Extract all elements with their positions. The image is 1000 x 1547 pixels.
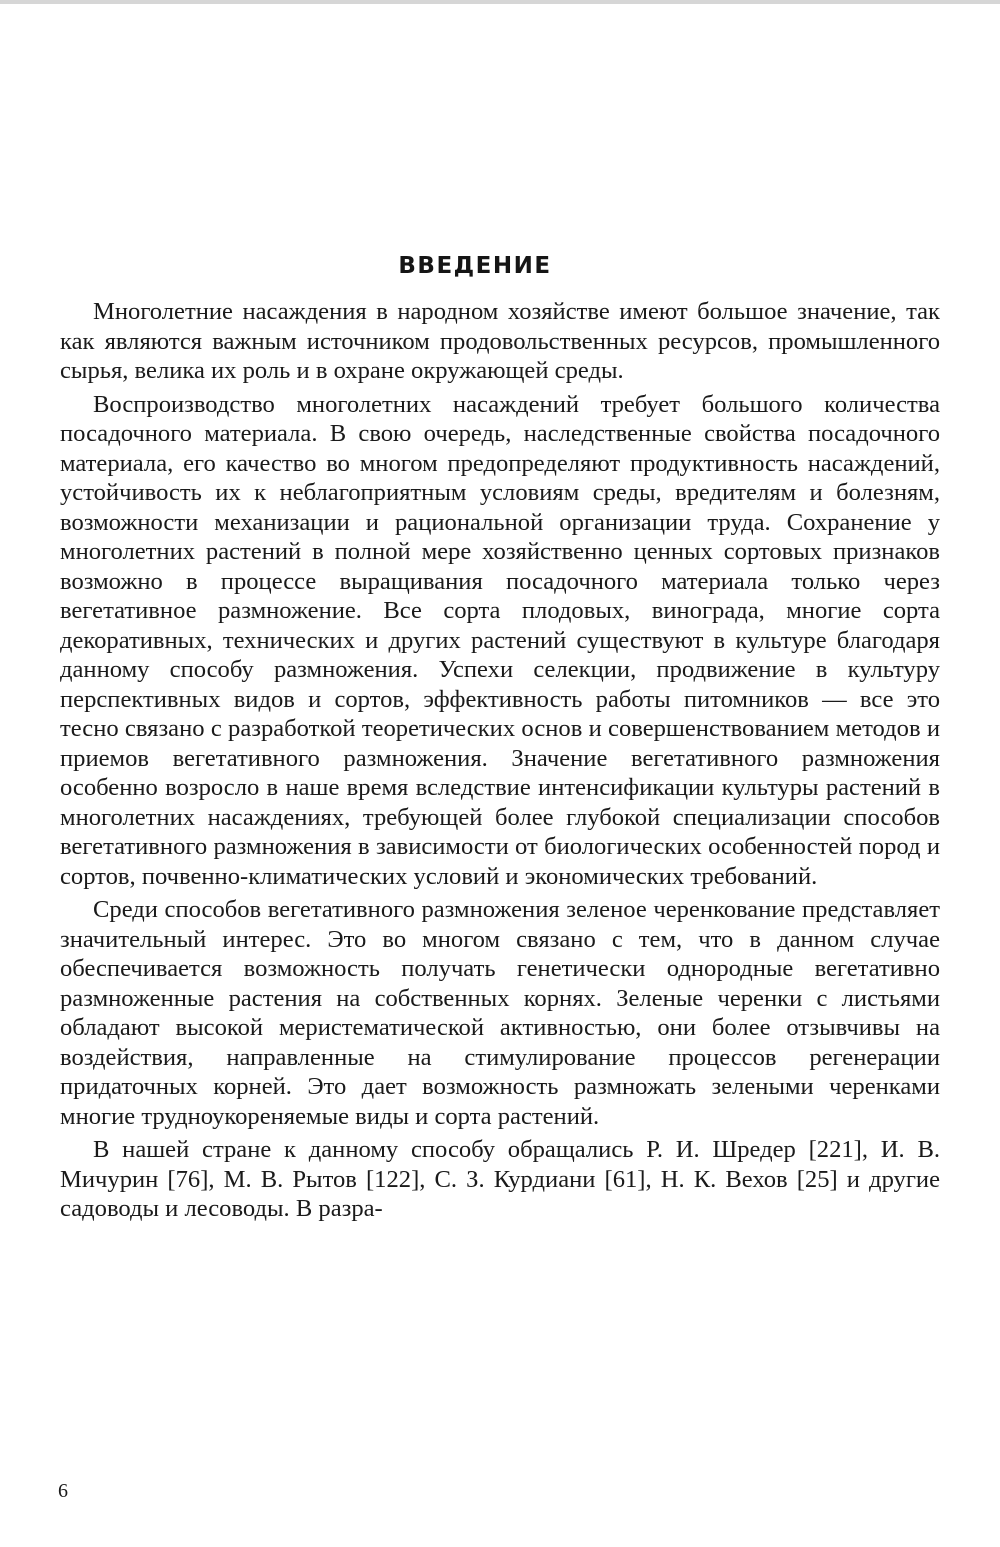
paragraph-1: Многолетние насаждения в народном хозяйстве имеют большое значение, так как являются важным источником продовольственных ресурсов, промышленного сырья, велика их роль и в охране окружающей среды.	[60, 298, 940, 384]
paragraph-3: Среди способов вегетативного размножения зеленое черенкование представляет значительный интерес. Это во многом связано с тем, что в данном случае обеспечивается возможность получать генетически однородные вегетативно размноженные растения на собственных корнях. Зеленые черенки с листьями обладают высокой меристематической активностью, они более отзывчивы на воздействия, направленные на стимулирование процессов регенерации придаточных корней. Это дает возможность размножать зелеными черенками многие трудноукореняемые виды и сорта растений.	[60, 896, 940, 1130]
page-top-border	[0, 0, 1000, 4]
body-text	[60, 297, 940, 1228]
page-number: 6	[58, 1480, 68, 1502]
chapter-title: ВВЕДЕНИЕ	[398, 253, 552, 280]
paragraph-4: В нашей стране к данному способу обращались Р. И. Шредер [221], И. В. Мичурин [76], М. В. Рытов [122], С. З. Курдиани [61], Н. К. Вехов [25] и другие садоводы и лесоводы. В разра-	[60, 1136, 940, 1222]
paragraph-2: Воспроизводство многолетних насаждений требует большого количества посадочного материала. В свою очередь, наследственные свойства посадочного материала, его качество во многом предопределяют продуктивность насаждений, устойчивость их к неблагоприятным условиям среды, вредителям и болезням, возможности механизации и рациональной организации труда. Сохранение у многолетних растений в полной мере хозяйственно ценных сортовых признаков возможно в процессе выращивания посадочного материала только через вегетативное размножение. Все сорта плодовых, винограда, многие сорта декоративных, технических и других растений существуют в культуре благодаря данному способу размножения. Успехи селекции, продвижение в культуру перспективных видов и сортов, эффективность работы питомников — все это тесно связано с разработкой теоретических основ и совершенствованием методов и приемов вегетативного размножения. Значение вегетативного размножения особенно возросло в наше время вследствие интенсификации культуры растений в многолетних насаждениях, требующей более глубокой специализации способов вегетативного размножения в зависимости от биологических особенностей пород и сортов, почвенно-климатических условий и экономических требований.	[60, 390, 940, 890]
